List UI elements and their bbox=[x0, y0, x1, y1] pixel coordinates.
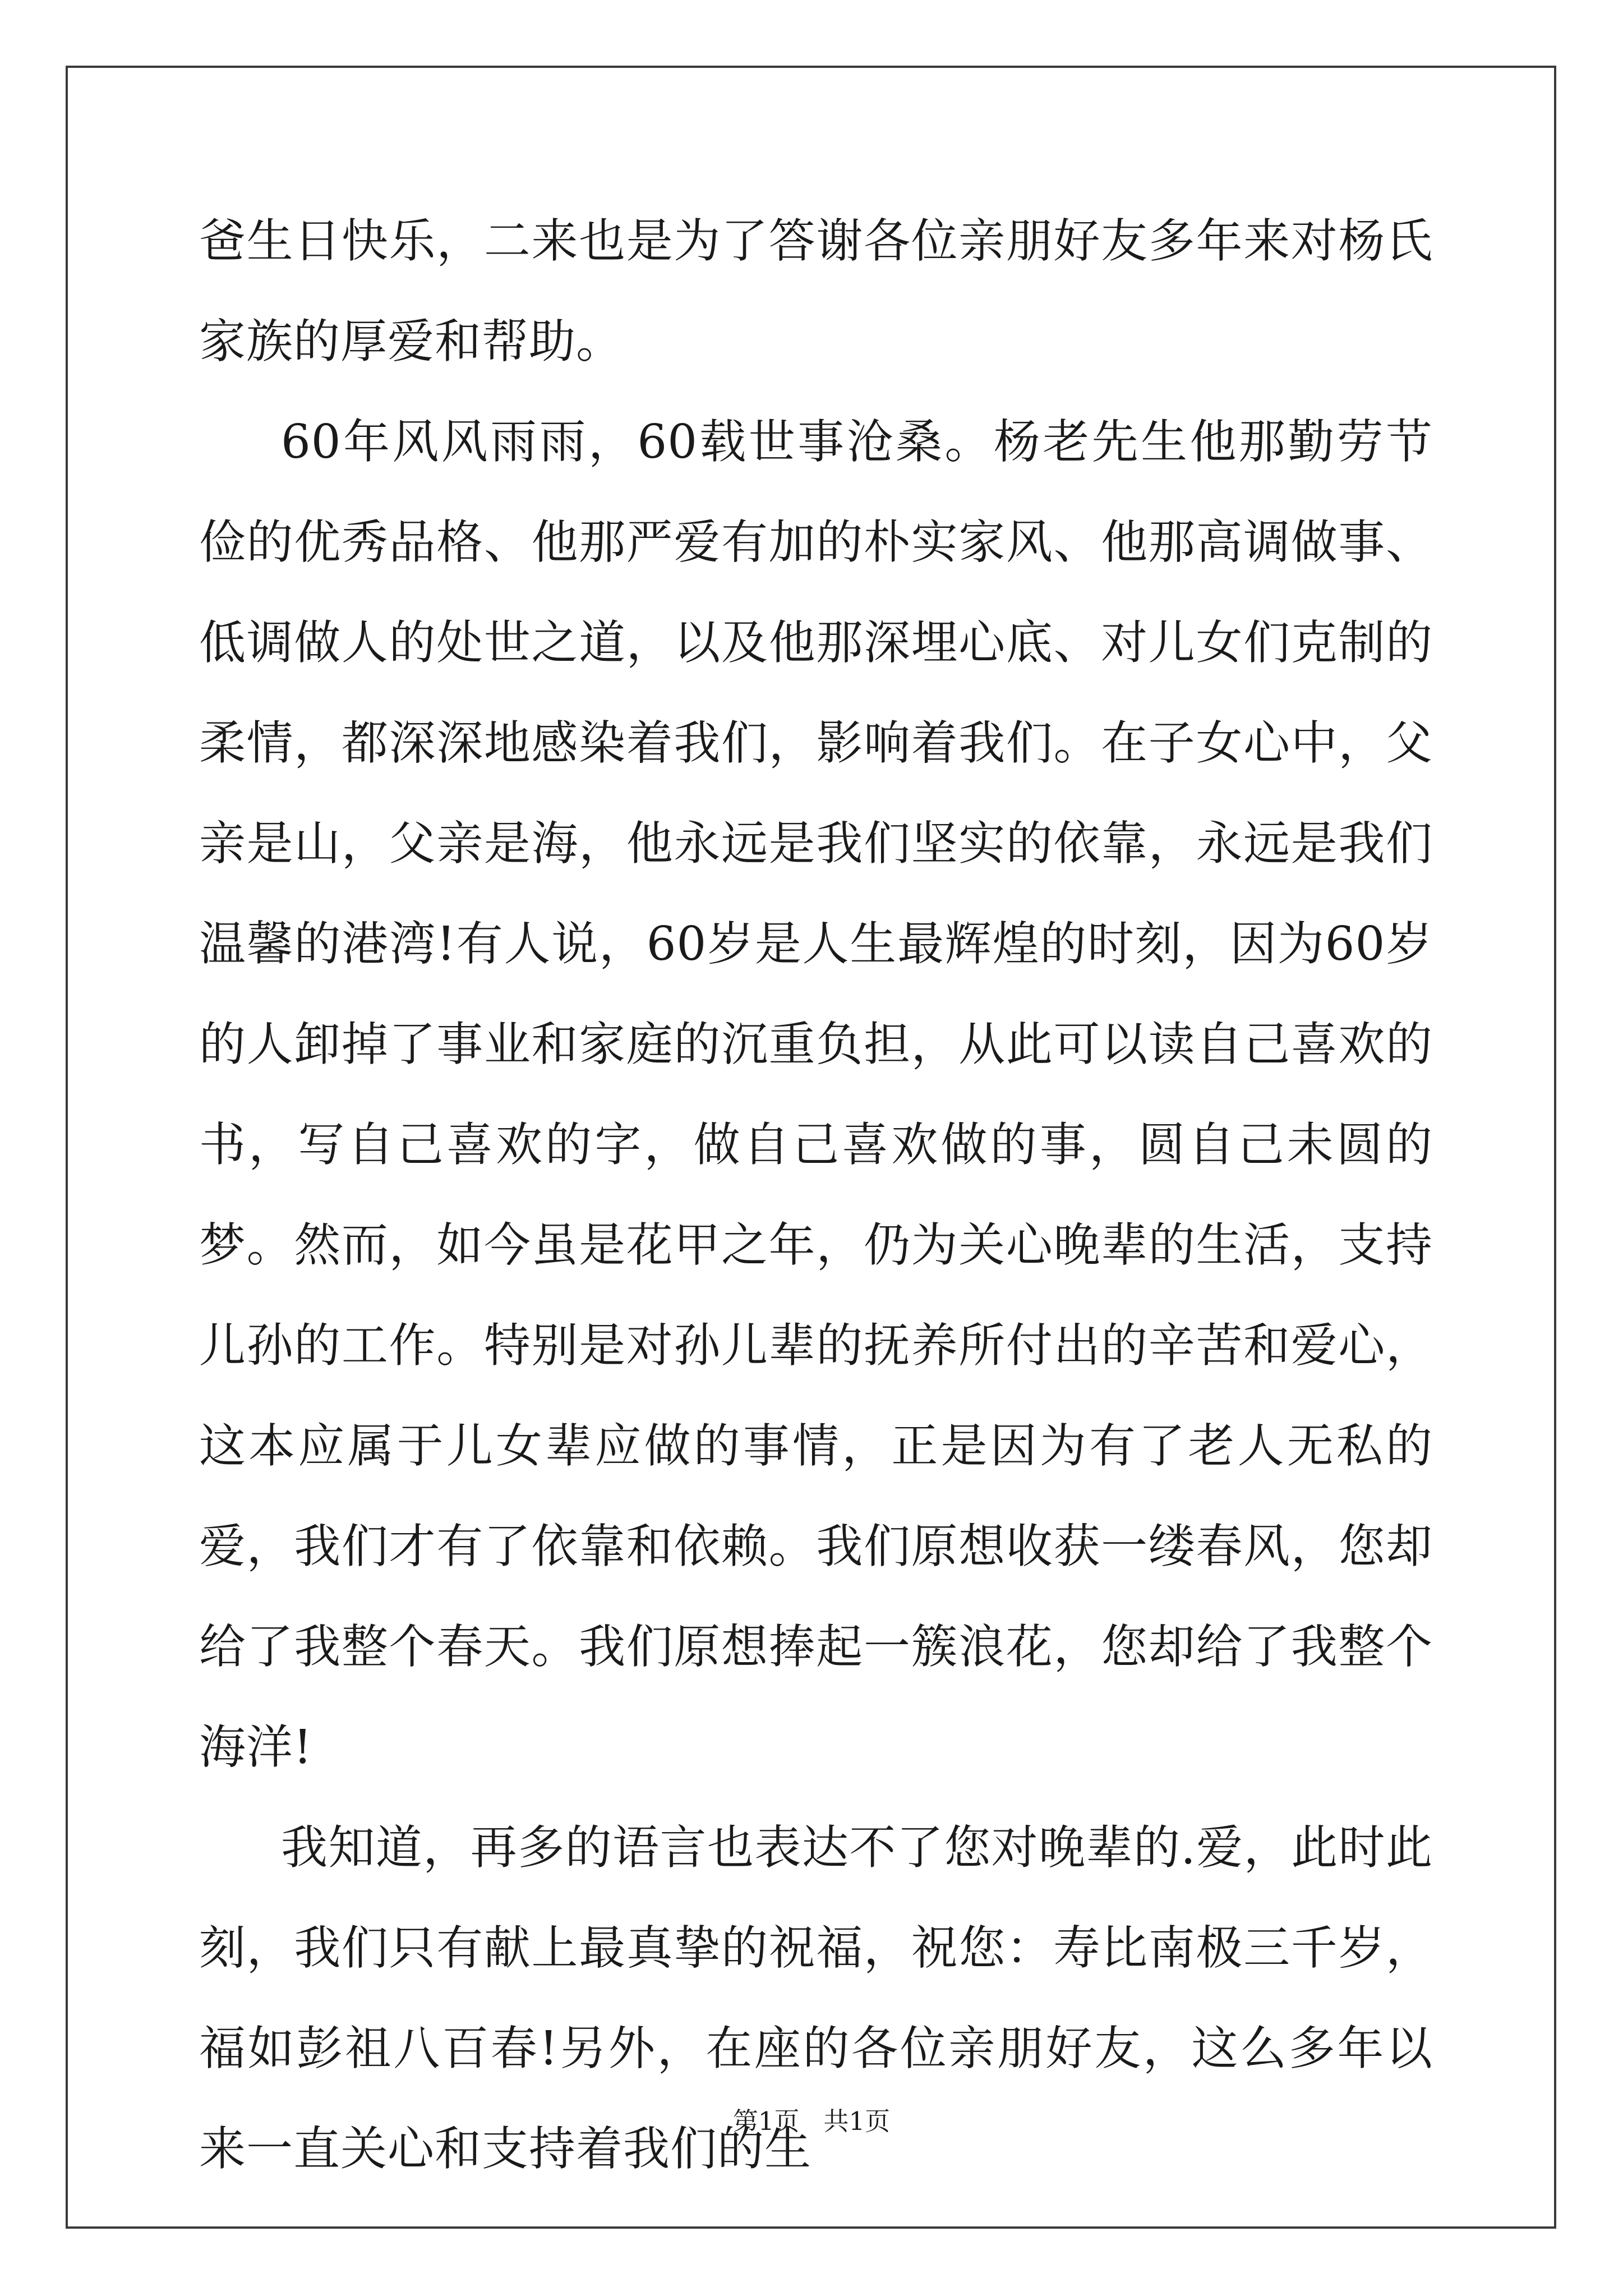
paragraph-1: 爸生日快乐，二来也是为了答谢各位亲朋好友多年来对杨氏家族的厚爱和帮助。 bbox=[199, 214, 1433, 369]
paragraph-3: 我知道，再多的语言也表达不了您对晚辈的.爱，此时此刻，我们只有献上最真挚的祝福，祝您：寿比南极三千岁，福如彭祖八百春!另外，在座的各位亲朋好友，这么多年以来一直关心和支持着我们的生 bbox=[199, 1820, 1433, 2176]
page-number-footer: 第1页 共1页 bbox=[732, 2106, 891, 2136]
paragraph-2: 60年风风雨雨，60载世事沧桑。杨老先生他那勤劳节俭的优秀品格、他那严爱有加的朴实家风、他那高调做事、低调做人的处世之道，以及他那深埋心底、对儿女们克制的柔情，都深深地感染着我们，影响着我们。在子女心中，父亲是山，父亲是海，他永远是我们坚实的依靠，永远是我们温馨的港湾!有人说，60岁是人生最辉煌的时刻，因为60岁的人卸掉了事业和家庭的沉重负担，从此可以读自己喜欢的书，写自己喜欢的字，做自己喜欢做的事，圆自己未圆的梦。然而，如今虽是花甲之年，仍为关心晚辈的生活，支持儿孙的工作。特别是对孙儿辈的抚养所付出的辛苦和爱心，这本应属于儿女辈应做的事情，正是因为有了老人无私的爱，我们才有了依靠和依赖。我们原想收获一缕春风，您却给了我整个春天。我们原想捧起一簇浪花，您却给了我整个海洋! bbox=[199, 415, 1433, 1774]
document-body bbox=[199, 191, 1433, 2199]
